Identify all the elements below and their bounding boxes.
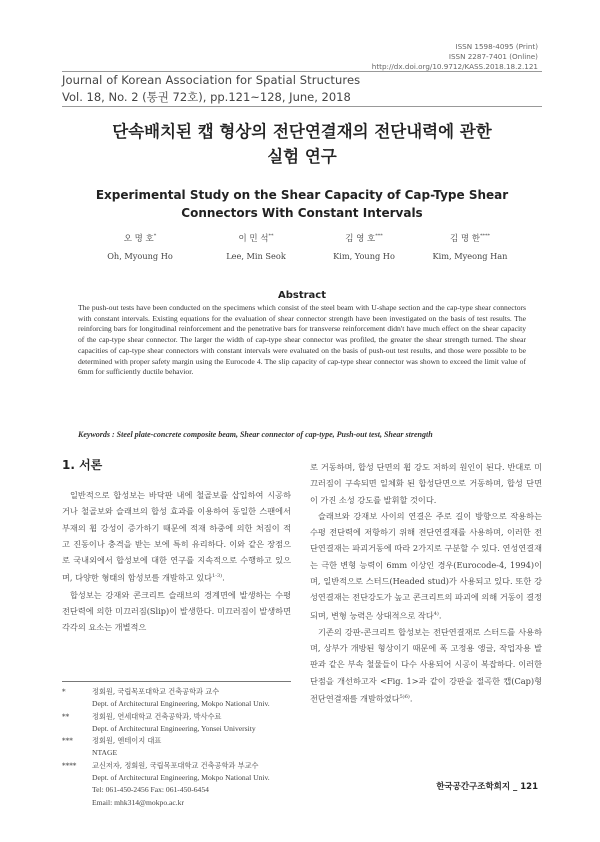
footnote-2 xyxy=(62,711,291,723)
citation-4: 4) xyxy=(433,610,439,617)
issn-print: ISSN 1598-4095 (Print) xyxy=(455,42,538,51)
keywords: Keywords : Steel plate-concrete composite beam, Shear connector of cap-type, Push-out test, Shear strength xyxy=(78,430,433,439)
footnote-4 xyxy=(62,760,291,772)
footnote-2-mark: ** xyxy=(62,711,70,721)
footnote-2-ko: 정회원, 연세대학교 건축공학과, 박사수료 xyxy=(92,711,222,721)
abstract-text: The push-out tests have been conducted on the specimens which consist of the steel beam with U-shape section and the cap-type shear connectors with constant intervals. Existing equations for the evaluation of shear connector strength have been investigated on the basis of test results. The reinforcing bars for longitudinal reinforcement and the penetrative bars for transverse reinforcement didn't have much effect on the shear capacity of the cap-type shear connector. The larger the width of cap-type shear connector was profiled, the greater the shear strength turned. The shear capacities of cap-type shear connectors with constant intervals were evaluated on the basis of push-out test results, and those were possible to be determined with proper safety margin using the Eurocode 4. The slip capacity of cap-type shear connector was shown to exceed the limit value of 6mm for sufficiently ductile behavior. xyxy=(78,303,526,377)
footnote-3-mark: *** xyxy=(62,736,73,746)
footnote-rule xyxy=(62,681,291,682)
journal-name: Journal of Korean Association for Spatial Structures xyxy=(62,73,361,87)
footnote-1-ko: 정회원, 국립목포대학교 건축공학과 교수 xyxy=(92,687,220,696)
footnote-4-line-2: Tel: 061-450-2456 Fax: 061-450-6454 xyxy=(92,785,209,795)
author-2-ko: 이 민 석 xyxy=(238,234,269,244)
volume-info: Vol. 18, No. 2 (통권 72호), pp.121~128, June, 2018 xyxy=(62,90,351,104)
title-ko-line1: 단속배치된 캡 형상의 전단연결재의 전단내력에 관한 xyxy=(112,122,492,141)
right-paragraph-2: 슬래브와 강재보 사이의 연결은 주로 길이 방향으로 작용하는 수평 전단력에 저항하기 위해 전단연결재를 사용하며, 이러한 전단연결재는 파괴거동에 따라 2가지로 구분할 수 있다. 연성연결재는 극한 변형 능력이 6mm 이상인 경우(Eurocode-4, 1994)이며, 일반적으로 스터드(Headed stud)가 사용되고 있다. 또한 강성연결재는 전단강도가 높고 콘크리트의 파괴에 의해 거동이 결정되며, 변형 능력은 상대적으로 작다$^{4)}$. xyxy=(310,510,542,621)
footnote-4-ko: 교신저자, 정회원, 국립목포대학교 건축공학과 부교수 xyxy=(92,760,259,770)
citation-1-3: 1-3) xyxy=(212,573,223,580)
footnote-4-email[interactable]: Email: mhk314@mokpo.ac.kr xyxy=(92,797,184,807)
left-paragraph-1: 일반적으로 합성보는 바닥판 내에 철골보를 삽입하여 시공하거나 철골보와 슬래브의 합성 효과를 이용하여 동일한 스팬에서 부재의 휨 강성이 증가하기 때문에 적재 하중에 의한 처짐이 적고 진동이나 충격을 받는 보에 특히 유리하다. 이와 같은 장점으로 국내외에서 합성보에 대한 연구를 지속적으로 수행하고 있으며, 다양한 형태의 합성보를 개발하고 있다$^{1-3)}$. xyxy=(62,490,291,584)
right-paragraph-2-text: 슬래브와 강재보 사이의 연결은 주로 길이 방향으로 작용하는 수평 전단력에 저항하기 위해 전단연결재를 사용하며, 이러한 전단연결재는 파괴거동에 따라 2가지로 구분할 수 있다. 연성연결재는 극한 변형 능력이 6mm 이상인 경우(Eurocode-4, 1994)이며, 일반적으로 스터드(Headed stud)가 사용되고 있다. 또한 강성연결재는 전단강도가 높고 콘크리트의 파괴에 의해 거동이 결정되며, 변형 능력은 상대적으로 작다 xyxy=(310,510,542,621)
footnote-4-mark: **** xyxy=(62,760,77,770)
author-3-mark: *** xyxy=(375,233,383,240)
left-paragraph-2: 합성보는 강재와 콘크리트 슬래브의 경계면에 발생하는 수평 전단력에 의한 미끄러짐(Slip)이 발생한다. 미끄러짐이 발생하면 각각의 요소는 개별적으 xyxy=(62,589,291,633)
left-column xyxy=(62,487,291,635)
citation-5-6: 5)6) xyxy=(399,693,410,700)
doi-link[interactable]: http://dx.doi.org/10.9712/KASS.2018.18.2.121 xyxy=(371,62,538,71)
footnote-1 xyxy=(62,686,291,698)
author-1 xyxy=(80,232,200,261)
header-rule-top xyxy=(62,71,542,72)
author-2-mark: ** xyxy=(268,233,274,240)
footnote-2-line: Dept. of Architectural Engineering, Yonsei University xyxy=(92,723,256,733)
header-rule-bottom xyxy=(62,106,542,107)
author-3 xyxy=(304,232,424,261)
footnote-3-line: NTAGE xyxy=(92,748,118,758)
author-4-mark: **** xyxy=(480,233,491,240)
title-en-line1: Experimental Study on the Shear Capacity of Cap-Type Shear xyxy=(95,188,509,202)
author-2 xyxy=(196,232,316,261)
right-column xyxy=(310,459,542,707)
section-heading-intro: 1. 서론 xyxy=(62,458,103,472)
right-paragraph-3: 기존의 강판-콘크리트 합성보는 전단연결재로 스터드를 사용하며, 상부가 개방된 형상이기 때문에 폭 고정용 앵글, 작업자용 발판과 같은 부속 철물들이 다수 사용되어 시공이 복잡하다. 이러한 단점을 개선하고자 <Fig. 1>과 같이 강판을 절곡한 캡(Cap)형 전단연결재를 개발하였다$^{5)6)}$. xyxy=(310,626,542,704)
footnote-1-mark: * xyxy=(62,687,66,696)
author-3-en: Kim, Young Ho xyxy=(333,251,395,261)
right-paragraph-3-text: 기존의 강판-콘크리트 합성보는 전단연결재로 스터드를 사용하며, 상부가 개방된 형상이기 때문에 폭 고정용 앵글, 작업자용 발판과 같은 부속 철물들이 다수 사용되어 시공이 복잡하다. 이러한 단점을 개선하고자 <Fig. 1>과 같이 강판을 절곡한 캡(Cap)형 전단연결재를 개발하였다 xyxy=(310,626,542,704)
right-paragraph-1: 로 거동하며, 합성 단면의 휨 강도 저하의 원인이 된다. 반대로 미끄러짐이 구속되면 일체화 된 합성단면으로 거동하며, 합성 단면이 가진 소성 강도를 발휘할 것이다. xyxy=(310,462,542,505)
author-3-ko: 김 영 호 xyxy=(345,234,376,244)
left-paragraph-1-text: 일반적으로 합성보는 바닥판 내에 철골보를 삽입하여 시공하거나 철골보와 슬래브의 합성 효과를 이용하여 동일한 스팬에서 부재의 휨 강성이 증가하기 때문에 적재 하중에 의한 처짐이 적고 진동이나 충격을 받는 보에 특히 유리하다. 이와 같은 장점으로 국내외에서 합성보에 대한 연구를 지속적으로 수행하고 있으며, 다양한 형태의 합성보를 개발하고 있다 xyxy=(62,490,291,584)
author-4-en: Kim, Myeong Han xyxy=(432,251,508,261)
author-1-en: Oh, Myoung Ho xyxy=(107,251,173,261)
footnotes xyxy=(62,686,291,809)
author-1-mark: * xyxy=(153,233,157,240)
footnote-1-line: Dept. of Architectural Engineering, Mokpo National Univ. xyxy=(92,699,270,709)
footnote-3 xyxy=(62,735,291,747)
author-4-ko: 김 명 한 xyxy=(449,234,481,244)
title-en-line2: Connectors With Constant Intervals xyxy=(181,206,423,220)
page-footer: 한국공간구조학회지 _ 121 xyxy=(436,782,538,792)
issn-online: ISSN 2287-7401 (Online) xyxy=(448,52,538,61)
author-2-en: Lee, Min Seok xyxy=(226,251,286,261)
author-1-ko: 오 명 호 xyxy=(123,234,154,244)
footnote-4-line-1: Dept. of Architectural Engineering, Mokpo National Univ. xyxy=(92,773,270,783)
title-ko-line2: 실험 연구 xyxy=(267,147,337,166)
footnote-3-ko: 정회원, 엔테이지 대표 xyxy=(92,736,162,746)
abstract-heading: Abstract xyxy=(277,290,327,301)
author-4 xyxy=(410,232,530,261)
